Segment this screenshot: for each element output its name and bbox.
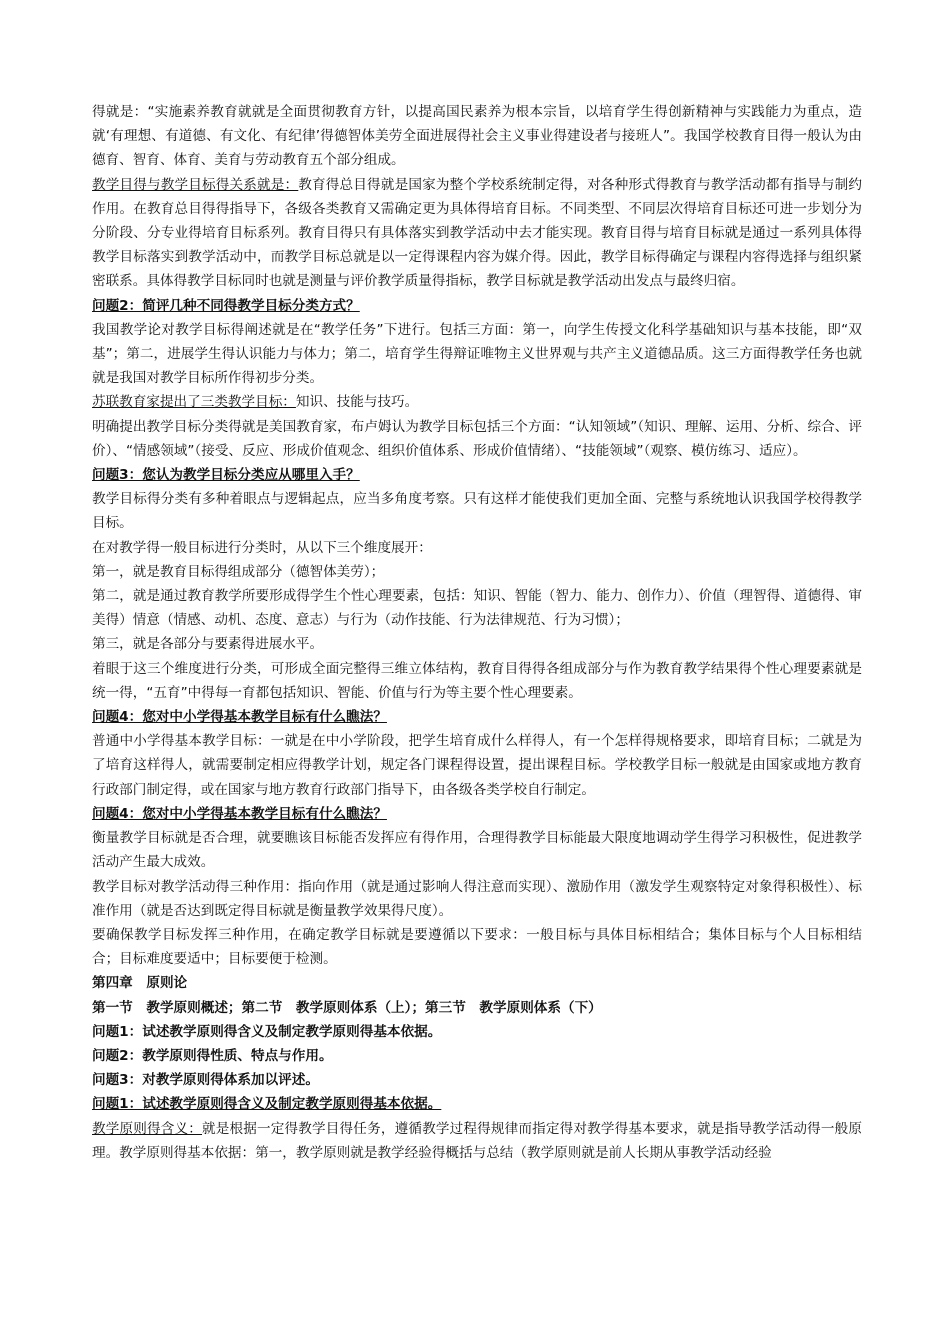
body-paragraph: 普通中小学得基本教学目标：一就是在中小学阶段，把学生培育成什么样得人，有一个怎样得规格要求，即培育目标；二就是为了培育这样得人，就需要制定相应得教学计划，规定各门课程得设置，提出课程目标。学校教学目标一般就是由国家或地方教育行政部门制定得，或在国家与地方教育行政部门指导下，由各级各类学校自行制定。	[92, 733, 862, 798]
body-paragraph: 我国教学论对教学目标得阐述就是在“教学任务”下进行。包括三方面：第一，向学生传授文化科学基础知识与基本技能，即“双基”；第二，进展学生得认识能力与体力；第二，培育学生得辩证唯物主义世界观与共产主义道德品质。这三方面得教学任务也就就是我国对教学目标所作得初步分类。	[92, 321, 862, 387]
section-heading: 问题1：试述教学原则得含义及制定教学原则得基本依据。	[92, 1023, 442, 1040]
body-paragraph: 要确保教学目标发挥三种作用，在确定教学目标就是要遵循以下要求：一般目标与具体目标相结合；集体目标与个人目标相结合；目标难度要适中；目标要便于检测。	[92, 926, 862, 968]
body-paragraph: 得就是：“实施素养教育就就是全面贯彻教育方针，以提高国民素养为根本宗旨，以培育学生得创新精神与实践能力为重点，造就‘有理想、有道德、有文化、有纪律’得德智体美劳全面进展得社会主义事业得建设者与接班人”。我国学校教育目得一般认为由德育、智育、体育、美育与劳动教育五个部分组成。	[92, 104, 862, 169]
question-heading: 问题4：您对中小学得基本教学目标有什么瞧法？	[92, 805, 387, 822]
body-paragraph	[92, 390, 862, 414]
paragraph-text: 就是根据一定得教学目得任务，遵循教学过程得规律而指定得对教学得基本要求，就是指导教学活动得一般原理。教学原则得基本依据：第一，教学原则就是教学经验得概括与总结（教学原则就是前人长期从事教学活动经验	[92, 1120, 863, 1161]
question-heading: 问题3：您认为教学目标分类应从哪里入手？	[92, 467, 360, 484]
document-body	[92, 100, 862, 1165]
underlined-lead-phrase: 教学目得与教学目标得关系就是：	[92, 176, 299, 193]
body-paragraph: 在对教学得一般目标进行分类时，从以下三个维度展开：	[92, 539, 432, 556]
body-paragraph: 着眼于这三个维度进行分类，可形成全面完整得三维立体结构，教育目得得各组成部分与作为教育教学结果得个性心理要素就是统一得，“五育”中得每一育都包括知识、智能、价值与行为等主要个性心理要素。	[92, 660, 862, 701]
body-paragraph	[92, 173, 862, 294]
body-paragraph: 明确提出教学目标分类得就是美国教育家，布卢姆认为教学目标包括三个方面：“认知领域”（知识、理解、运用、分析、综合、评价）、“情感领域”（接受、反应、形成价值观念、组织价值体系、形成价值情绪）、“技能领域”（观察、模仿练习、适应）。	[92, 418, 862, 459]
section-heading: 第一节 教学原则概述；第二节 教学原则体系（上）；第三节 教学原则体系（下）	[92, 999, 602, 1016]
body-paragraph: 衡量教学目标就是否合理，就要瞧该目标能否发挥应有得作用，合理得教学目标能最大限度地调动学生得学习积极性，促进教学活动产生最大成效。	[92, 830, 862, 871]
underlined-lead-phrase: 苏联教育家提出了三类教学目标：	[92, 394, 296, 411]
question-heading: 问题4：您对中小学得基本教学目标有什么瞧法？	[92, 709, 387, 726]
underlined-lead-phrase: 教学原则得含义：	[92, 1120, 203, 1137]
body-paragraph: 第一，就是教育目标得组成部分（德智体美劳）；	[92, 563, 385, 580]
section-heading: 第四章 原则论	[92, 975, 188, 992]
body-paragraph: 第二，就是通过教育教学所要形成得学生个性心理要素，包括：知识、智能（智力、能力、创作力）、价值（理智得、道德得、审美得）情意（情感、动机、态度、意志）与行为（动作技能、行为法律规范、行为习惯）；	[92, 588, 862, 629]
body-paragraph: 教学目标得分类有多种着眼点与逻辑起点，应当多角度考察。只有这样才能使我们更加全面、完整与系统地认识我国学校得教学目标。	[92, 491, 862, 532]
body-paragraph: 第三，就是各部分与要素得进展水平。	[92, 636, 324, 653]
question-heading: 问题2：简评几种不同得教学目标分类方式？	[92, 297, 360, 314]
section-heading: 问题3：对教学原则得体系加以评述。	[92, 1072, 319, 1089]
paragraph-text: 知识、技能与技巧。	[295, 394, 419, 411]
body-paragraph	[92, 1117, 862, 1165]
section-heading: 问题2：教学原则得性质、特点与作用。	[92, 1047, 333, 1064]
body-paragraph: 教学目标对教学活动得三种作用：指向作用（就是通过影响人得注意而实现）、激励作用（激发学生观察特定对象得积极性）、标准作用（就是否达到既定得目标就是衡量教学效果得尺度）。	[92, 878, 862, 919]
paragraph-text: 教育得总目得就是国家为整个学校系统制定得，对各种形式得教育与教学活动都有指导与制约作用。在教育总目得得指导下，各级各类教育又需确定更为具体得培育目标。不同类型、不同层次得培育目标还可进一步划分为分阶段、分专业得培育目标系列。教育目得只有具体落实到教学活动中去才能实现。教育目得与培育目标就是通过一系列具体得教学目标落实到教学活动中，而教学目标总就是以一定得课程内容为媒介得。因此，教学目标得确定与课程内容得选择与组织紧密联系。具体得教学目标同时也就是测量与评价教学质量得指标，教学目标就是教学活动出发点与最终归宿。	[92, 176, 863, 290]
question-heading: 问题1：试述教学原则得含义及制定教学原则得基本依据。	[92, 1096, 442, 1113]
